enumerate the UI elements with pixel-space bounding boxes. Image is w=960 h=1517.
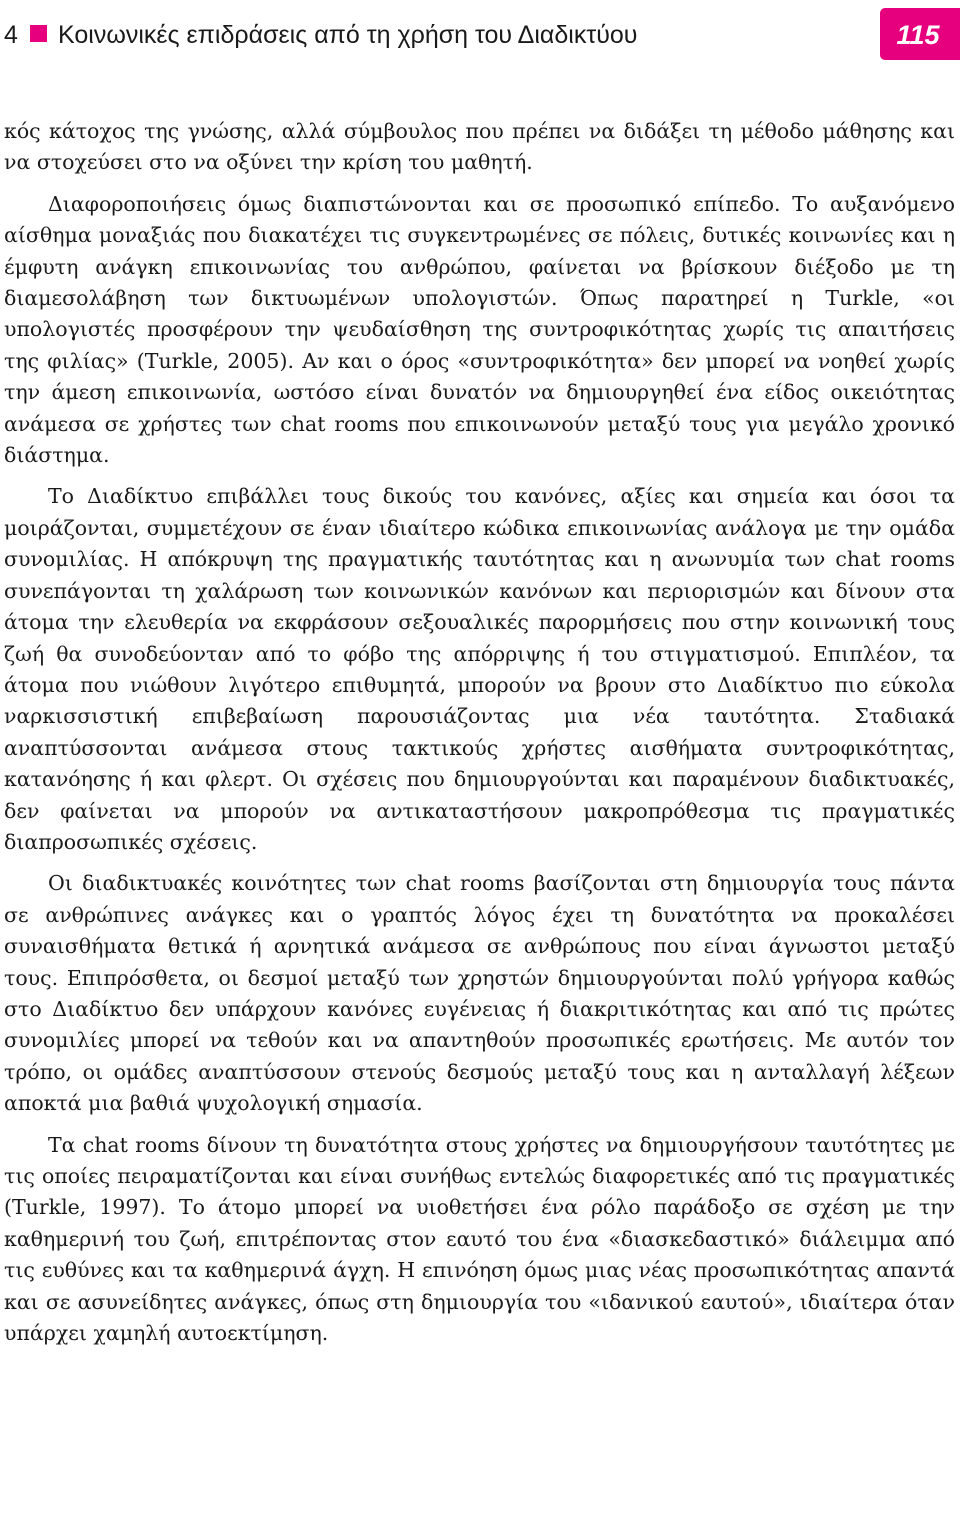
paragraph: Διαφοροποιήσεις όμως διαπιστώνονται και σε προσωπικό επίπεδο. Το αυξανόμενο αίσθημα μοναξιάς που διακατέχει τις συγκεντρωμένες σε πόλεις, δυτικές κοινωνίες και η έμφυτη ανάγκη επικοινωνίας του ανθρώπου, φαίνεται να βρίσκουν διέξοδο με τη διαμεσολάβηση των δικτυωμένων υπολογιστών. Όπως παρατηρεί η Turkle, «οι υπολογιστές προσφέρουν την ψευδαίσθηση της συντροφικότητας χωρίς τις απαιτήσεις της φιλίας» (Turkle, 2005). Αν και ο όρος «συντροφικότητα» δεν μπορεί να νοηθεί χωρίς την άμεση επικοινωνία, ωστόσο είναι δυνατόν να δημιουργηθεί ένα είδος οικειότητας ανάμεσα σε χρήστες των chat rooms που επικοινωνούν μεταξύ τους για μεγάλο χρονικό διάστημα. [4, 191, 955, 468]
page-number: 115 [896, 20, 940, 50]
chapter-marker-square-icon [30, 25, 47, 42]
paragraph-continued: κός κάτοχος της γνώσης, αλλά σύμβουλος που πρέπει να διδάξει τη μέθοδο μάθησης και να στοχεύσει στο να οξύνει την κρίση του μαθητή. [4, 119, 955, 175]
page-number-badge [880, 8, 960, 60]
body-text [4, 116, 955, 1359]
chapter-title: Κοινωνικές επιδράσεις από τη χρήση του Διαδικτύου [58, 21, 638, 49]
paragraph: Το Διαδίκτυο επιβάλλει τους δικούς του κανόνες, αξίες και σημεία και όσοι τα μοιράζονται, συμμετέχουν σε έναν ιδιαίτερο κώδικα επικοινωνίας ανάλογα με την ομάδα συνομιλίας. Η απόκρυψη της πραγματικής ταυτότητας και η ανωνυμία των chat rooms συνεπάγονται τη χαλάρωση των κοινωνικών κανόνων και περιορισμών και δίνουν στα άτομα την ελευθερία να εκφράσουν σεξουαλικές παρορμήσεις που στην κοινωνική τους ζωή θα συνοδεύονταν από το φόβο της απόρριψης ή του στιγματισμού. Επιπλέον, τα άτομα που νιώθουν λιγότερο επιθυμητά, μπορούν να βρουν στο Διαδίκτυο πιο εύκολα ναρκισσιστική επιβεβαίωση παρουσιάζοντας μια νέα ταυτότητα. Σταδιακά αναπτύσσονται ανάμεσα στους τακτικούς χρήστες αισθήματα συντροφικότητας, κατανόησης ή και φλερτ. Οι σχέσεις που δημιουργούνται και παραμένουν διαδικτυακές, δεν φαίνεται να μπορούν να αντικαταστήσουν μακροπρόθεσμα τις πραγματικές διαπροσωπικές σχέσεις. [4, 484, 955, 854]
paragraph: Οι διαδικτυακές κοινότητες των chat rooms βασίζονται στη δημιουργία τους πάντα σε ανθρώπινες ανάγκες και ο γραπτός λόγος έχει τη δυνατότητα να προκαλέσει συναισθήματα θετικά ή αρνητικά ανάμεσα σε ανθρώπους που είναι άγνωστοι μεταξύ τους. Επιπρόσθετα, οι δεσμοί μεταξύ των χρηστών δημιουργούνται πολύ γρήγορα καθώς στο Διαδίκτυο δεν υπάρχουν κανόνες ευγένειας ή διακριτικότητας και από τις πρώτες συνομιλίες μπορεί να τεθούν και να απαντηθούν προσωπικές ερωτήσεις. Με αυτόν τον τρόπο, οι ομάδες αναπτύσσουν στενούς δεσμούς μεταξύ τους και η ανταλλαγή λέξεων αποκτά μια βαθιά ψυχολογική σημασία. [4, 871, 955, 1116]
chapter-number: 4 [4, 21, 18, 49]
paragraph: Τα chat rooms δίνουν τη δυνατότητα στους χρήστες να δημιουργήσουν ταυτότητες με τις οποίες πειραματίζονται και είναι συνήθως εντελώς διαφορετικές από τις πραγματικές (Turkle, 1997). Το άτομο μπορεί να υιοθετήσει ένα ρόλο παράδοξο σε σχέση με την καθημερινή του ζωή, επιτρέποντας στον εαυτό του ένα «διασκεδαστικό» διάλειμμα από τις ευθύνες και τα καθημερινά άγχη. Η επινόηση όμως μιας νέας προσωπικότητας απαντά και σε ασυνείδητες ανάγκες, όπως στη δημιουργία του «ιδανικού εαυτού», ιδιαίτερα όταν υπάρχει χαμηλή αυτοεκτίμηση. [4, 1132, 955, 1346]
page-header [0, 8, 960, 60]
